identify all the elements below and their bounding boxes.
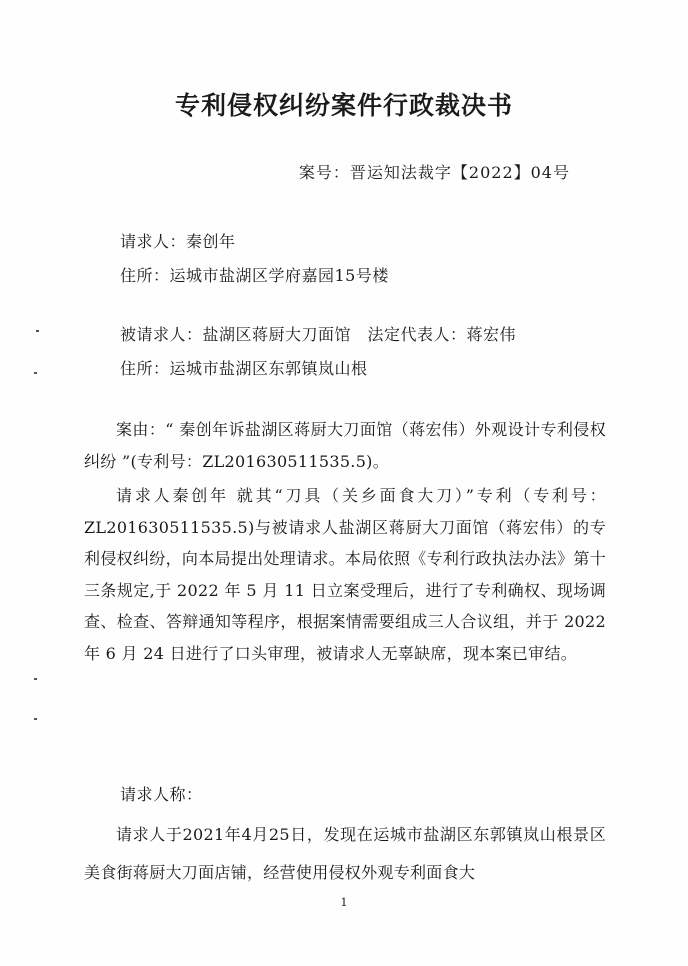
claim-paragraph: 请求人于2021年4月25日，发现在运城市盐湖区东郭镇岚山根景区美食街蒋厨大刀面店铺，经营使用侵权外观专利面食大 bbox=[84, 825, 606, 882]
case-cause-paragraph: 案由：“ 秦创年诉盐湖区蒋厨大刀面馆（蒋宏伟）外观设计专利侵权纠纷 ”(专利号：ZL201630511535.5)。 bbox=[84, 420, 606, 471]
scan-mark bbox=[36, 330, 39, 332]
scan-mark bbox=[34, 718, 37, 720]
respondent-name: 被请求人：盐湖区蒋厨大刀面馆 法定代表人：蒋宏伟 bbox=[120, 325, 517, 344]
requester-name: 请求人：秦创年 bbox=[120, 232, 236, 251]
requester-address: 住所：运城市盐湖区学府嘉园15号楼 bbox=[120, 266, 389, 285]
case-number: 案号：晋运知法裁字【2022】04号 bbox=[298, 163, 570, 182]
procedure-paragraph: 请求人秦创年 就其“刀具（关乡面食大刀）”专利（专利号：ZL201630511535.5)与被请求人盐湖区蒋厨大刀面馆（蒋宏伟）的专利侵权纠纷，向本局提出处理请求。本局依照《专利行政执法办法》第十三条规定,于 2022 年 5 月 11 日立案受理后，进行了专利确权、现场调查、检查、答辩通知等程序，根据案情需要组成三人合议组，并于 2022 年 6 月 24 日进行了口头审理，被请求人无辜缺席，现本案已审结。 bbox=[84, 486, 606, 663]
page-number: 1 bbox=[340, 896, 348, 909]
claim-heading: 请求人称： bbox=[120, 785, 203, 804]
respondent-address: 住所：运城市盐湖区东郭镇岚山根 bbox=[120, 359, 368, 378]
scan-mark bbox=[34, 678, 37, 680]
document-title: 专利侵权纠纷案件行政裁决书 bbox=[174, 91, 513, 120]
scan-mark bbox=[34, 372, 37, 374]
